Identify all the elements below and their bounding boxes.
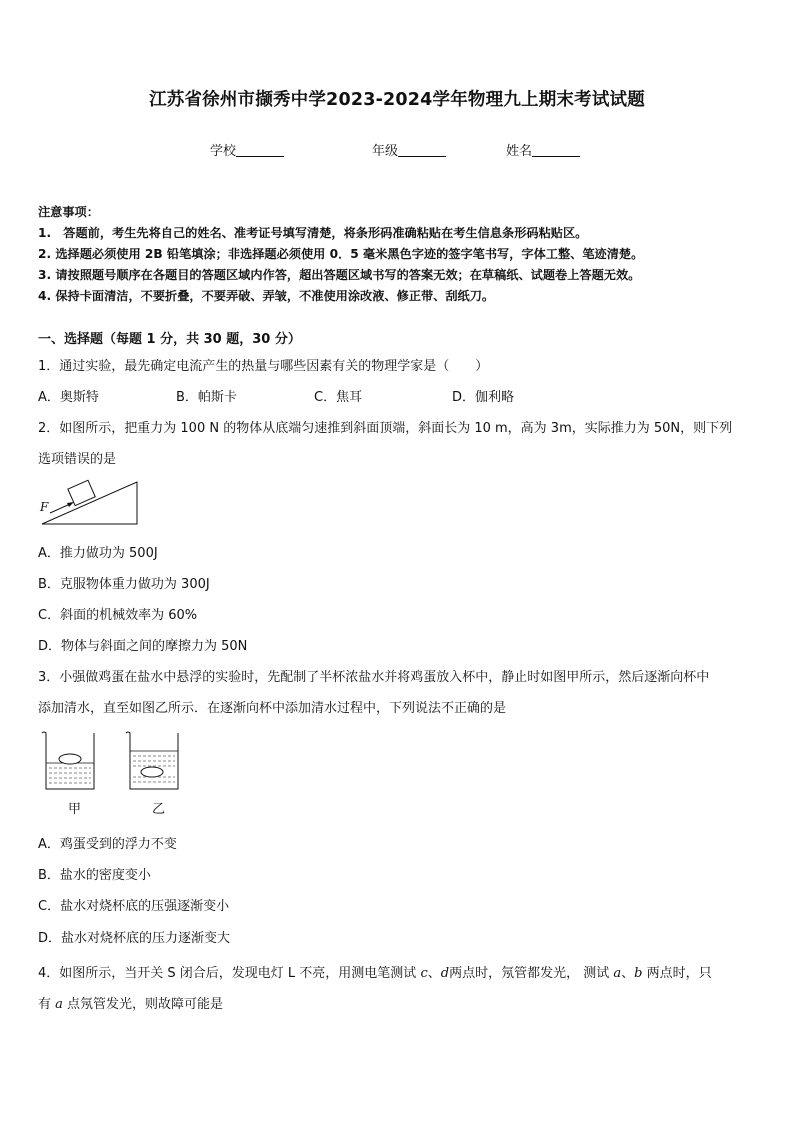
name-field [506, 140, 580, 159]
grade-field [372, 140, 446, 159]
q3-option-a: A．鸡蛋受到的浮力不变 [38, 837, 177, 852]
name-blank [532, 144, 580, 157]
q1-option-c: C．焦耳 [314, 390, 363, 405]
q4-point-a: a [613, 966, 622, 981]
q2-option-d: D．物体与斜面之间的摩擦力为 50N [38, 639, 248, 654]
beaker-label-yi: 乙 [152, 802, 166, 817]
q1-option-b: B．帕斯卡 [176, 390, 237, 405]
section-heading: 一、选择题（每题 1 分，共 30 题，30 分） [38, 332, 301, 347]
q3-stem-line2: 添加清水，直至如图乙所示．在逐渐向杯中添加清水过程中，下列说法不正确的是 [38, 701, 507, 716]
q4-point-a-2: a [55, 997, 63, 1012]
force-label: F [40, 500, 49, 514]
notice-heading: 注意事项： [38, 205, 99, 219]
q4-text-2: 两点时，氖管都发光， 测试 [449, 966, 614, 981]
q4-sep-2: 、 [621, 966, 635, 981]
q4-point-c: c [420, 966, 428, 981]
egg-yi [141, 767, 163, 777]
notice-item-4: 4. 保持卡面清洁，不要折叠，不要弄破、弄皱，不准使用涂改液、修正带、刮纸刀。 [38, 289, 495, 303]
force-arrow-head [67, 502, 74, 507]
q4-sep-1: 、 [427, 966, 441, 981]
notice-item-2: 2. 选择题必须使用 2B 铅笔填涂；非选择题必须使用 0．5 毫米黑色字迹的签字笔书写，字体工整、笔迹清楚。 [38, 247, 644, 261]
q4-stem-line2 [38, 993, 223, 1012]
q4-text-5: 点氖管发光，则故障可能是 [62, 997, 224, 1012]
q4-text-4: 有 [38, 997, 56, 1012]
q2-option-a: A．推力做功为 500J [38, 546, 158, 561]
beaker-jia [42, 732, 94, 789]
page-title: 江苏省徐州市撷秀中学2023-2024学年物理九上期末考试试题 [149, 90, 645, 110]
q2-stem-line1: 2．如图所示，把重力为 100 N 的物体从底端匀速推到斜面顶端，斜面长为 10 m，高为 3m，实际推力为 50N，则下列 [38, 421, 733, 436]
q3-option-c: C．盐水对烧杯底的压强逐渐变小 [38, 899, 230, 914]
q4-point-b: b [634, 966, 643, 981]
q1-option-a: A．奥斯特 [38, 390, 99, 405]
school-label: 学校 [210, 144, 237, 159]
notice-item-1: 1. 答题前，考生先将自己的姓名、准考证号填写清楚，将条形码准确粘贴在考生信息条形码粘贴区。 [38, 226, 588, 240]
notice-item-3: 3. 请按照题号顺序在各题目的答题区域内作答，超出答题区域书写的答案无效；在草稿纸、试题卷上答题无效。 [38, 268, 641, 282]
q4-text-1: 4．如图所示，当开关 S 闭合后，发现电灯 L 不亮，用测电笔测试 [38, 966, 421, 981]
q4-stem-line1 [38, 962, 712, 981]
q2-option-b: B．克服物体重力做功为 300J [38, 577, 210, 592]
force-arrow [50, 504, 70, 513]
name-label: 姓名 [506, 144, 533, 159]
q4-text-3: 两点时，只 [642, 966, 712, 981]
beakers-figure [40, 727, 180, 795]
incline-figure [36, 476, 142, 528]
q3-option-b: B．盐水的密度变小 [38, 868, 151, 883]
q2-stem-line2: 选项错误的是 [38, 452, 117, 467]
grade-blank [398, 144, 446, 157]
beaker-label-jia: 甲 [68, 802, 82, 817]
q2-option-c: C．斜面的机械效率为 60% [38, 608, 198, 623]
q3-option-d: D．盐水对烧杯底的压力逐渐变大 [38, 931, 231, 946]
q1-option-d: D．伽利略 [452, 390, 515, 405]
q3-stem-line1: 3．小强做鸡蛋在盐水中悬浮的实验时，先配制了半杯浓盐水并将鸡蛋放入杯中，静止时如图甲所示，然后逐渐向杯中 [38, 670, 710, 685]
grade-label: 年级 [372, 144, 399, 159]
q4-point-d: d [440, 966, 450, 981]
school-blank [236, 144, 284, 157]
beaker-yi [126, 732, 178, 789]
q1-stem: 1．通过实验，最先确定电流产生的热量与哪些因素有关的物理学家是（ ） [38, 359, 489, 374]
egg-jia [59, 754, 81, 764]
school-field [210, 140, 284, 159]
